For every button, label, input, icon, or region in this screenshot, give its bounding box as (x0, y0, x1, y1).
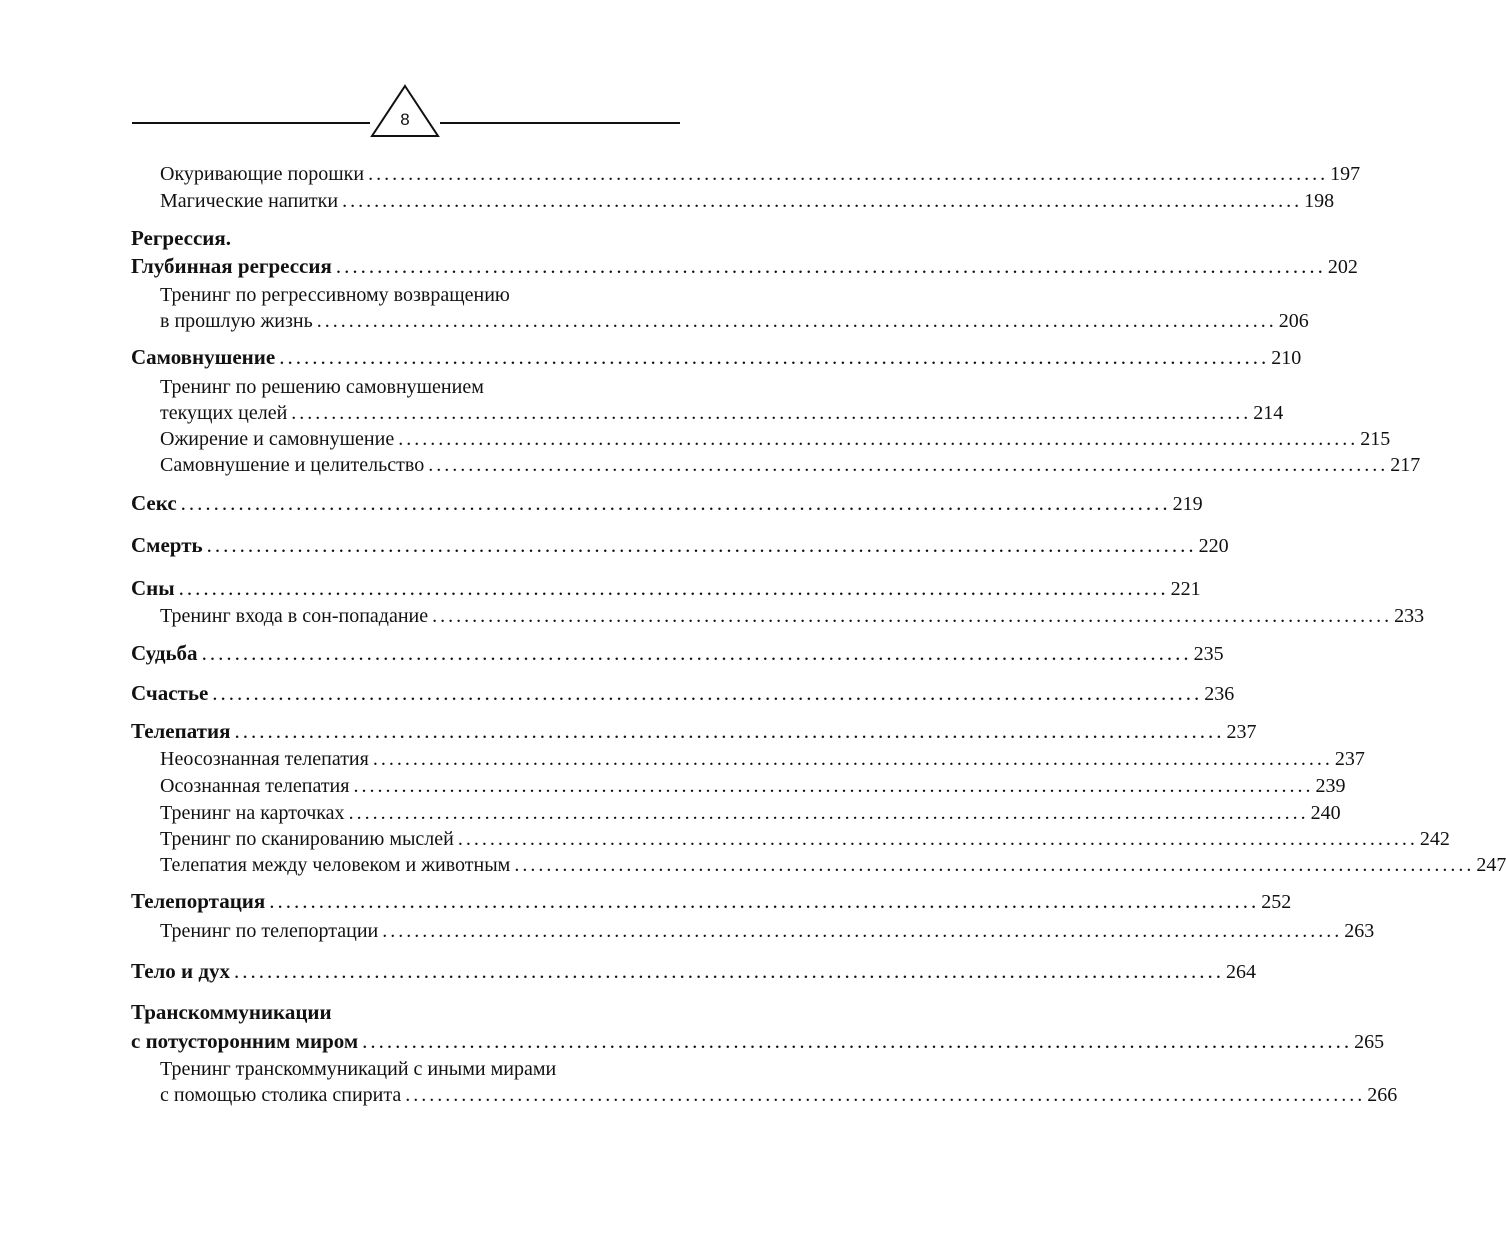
dot-leader: ........................................................................................................................ (335, 254, 1326, 278)
toc-section[interactable] (131, 532, 1229, 559)
toc-section-title: Смерть (131, 533, 203, 557)
dot-leader: ........................................................................................................................ (279, 345, 1270, 369)
toc-section-page: 252 (1261, 891, 1292, 913)
toc-entry-title-line: Тренинг транскоммуникаций с иными мирами (160, 1058, 557, 1080)
toc-section-title: Самовнушение (131, 345, 276, 369)
dot-leader: ........................................................................................................................ (353, 775, 1314, 797)
toc-entry-page: 242 (1419, 828, 1450, 850)
toc-section[interactable] (131, 1028, 1385, 1055)
toc-entry-page: 214 (1253, 402, 1284, 424)
toc-entry[interactable] (160, 918, 1375, 944)
toc-section-title: Телепортация (131, 889, 266, 913)
dot-leader: ........................................................................................................................ (234, 959, 1225, 983)
toc-entry-page: 233 (1394, 605, 1425, 627)
toc-section[interactable] (131, 718, 1257, 745)
page-number: 8 (400, 110, 410, 129)
toc-section-page: 221 (1170, 578, 1201, 600)
toc-section-title: Секс (131, 491, 177, 515)
dot-leader: ........................................................................................................................ (382, 920, 1343, 942)
toc-entry[interactable] (160, 400, 1284, 426)
toc-entry[interactable] (160, 826, 1450, 852)
dot-leader: ........................................................................................................................ (398, 428, 1359, 450)
toc-entry-page: 217 (1390, 454, 1421, 476)
dot-leader: ........................................................................................................................ (269, 889, 1260, 913)
toc-entry-page: 237 (1334, 748, 1365, 770)
toc-section-page: 202 (1327, 256, 1358, 278)
header-rule-right (440, 122, 680, 124)
toc-section-page: 210 (1271, 347, 1302, 369)
dot-leader: ........................................................................................................................ (206, 533, 1197, 557)
toc-section[interactable] (131, 253, 1358, 280)
toc-entry[interactable] (160, 746, 1365, 772)
toc-section-title: Глубинная регрессия (131, 254, 332, 278)
toc-entry-title: Осознанная телепатия (160, 775, 350, 797)
toc-section-page: 236 (1204, 683, 1235, 705)
dot-leader: ........................................................................................................................ (457, 828, 1418, 850)
dot-leader: ........................................................................................................................ (180, 491, 1171, 515)
toc-entry[interactable] (160, 773, 1346, 799)
dot-leader: ........................................................................................................................ (372, 748, 1333, 770)
toc-entry-title: Тренинг на карточках (160, 802, 345, 824)
toc-entry-title: Телепатия между человеком и животным (160, 854, 511, 876)
toc-section[interactable] (131, 490, 1203, 517)
toc-section-page: 237 (1226, 721, 1257, 743)
toc-entry-title: текущих целей (160, 402, 288, 424)
toc-entry-title: Магические напитки (160, 190, 339, 212)
toc-section-page: 265 (1354, 1031, 1385, 1053)
toc-entry-page: 263 (1344, 920, 1375, 942)
dot-leader: ........................................................................................................................ (368, 163, 1329, 185)
dot-leader: ........................................................................................................................ (291, 402, 1252, 424)
toc-entry[interactable] (160, 161, 1361, 187)
toc-entry-title: Самовнушение и целительство (160, 454, 425, 476)
toc-section-page: 235 (1193, 643, 1224, 665)
toc-entry-title: Ожирение и самовнушение (160, 428, 395, 450)
toc-section-title-line: Регрессия. (131, 226, 232, 250)
page-header (0, 0, 768, 160)
toc-entry[interactable] (160, 852, 1506, 878)
toc-entry-page: 198 (1304, 190, 1335, 212)
toc-entry-page: 197 (1330, 163, 1361, 185)
toc-entry[interactable] (160, 426, 1391, 452)
toc-entry-title-line: Тренинг по регрессивному возвращению (160, 284, 510, 306)
toc-entry-page: 247 (1476, 854, 1506, 876)
header-rule-left (132, 122, 370, 124)
toc-entry-title: Тренинг по телепортации (160, 920, 379, 942)
dot-leader: ........................................................................................................................ (432, 605, 1393, 627)
dot-leader: ........................................................................................................................ (234, 719, 1225, 743)
toc-section-title: Тело и дух (131, 959, 231, 983)
toc-entry-title-line: Тренинг по решению самовнушением (160, 376, 484, 398)
dot-leader: ........................................................................................................................ (514, 854, 1475, 876)
dot-leader: ........................................................................................................................ (201, 641, 1192, 665)
toc-section[interactable] (131, 640, 1224, 667)
toc-entry[interactable] (160, 603, 1425, 629)
toc-entry[interactable] (160, 452, 1421, 478)
toc-section-title: Телепатия (131, 719, 231, 743)
toc-entry[interactable] (160, 308, 1309, 334)
toc-section-page: 264 (1226, 961, 1257, 983)
toc-section[interactable] (131, 344, 1302, 371)
toc-entry-page: 266 (1367, 1084, 1398, 1106)
dot-leader: ........................................................................................................................ (405, 1084, 1366, 1106)
dot-leader: ........................................................................................................................ (348, 802, 1309, 824)
toc-entry-title: Неосознанная телепатия (160, 748, 369, 770)
dot-leader: ........................................................................................................................ (212, 681, 1203, 705)
toc-entry-title: Тренинг входа в сон-попадание (160, 605, 429, 627)
toc-entry[interactable] (160, 800, 1341, 826)
toc-section-title: с потусторонним миром (131, 1029, 359, 1053)
toc-section-page: 220 (1198, 535, 1229, 557)
toc-section-title: Сны (131, 576, 175, 600)
toc-section-page: 219 (1172, 493, 1203, 515)
dot-leader: ........................................................................................................................ (362, 1029, 1353, 1053)
toc-entry-title: в прошлую жизнь (160, 310, 313, 332)
dot-leader: ........................................................................................................................ (178, 576, 1169, 600)
toc-section-title: Судьба (131, 641, 198, 665)
toc-entry-page: 206 (1278, 310, 1309, 332)
toc-entry-title: Тренинг по сканированию мыслей (160, 828, 454, 850)
toc-entry-page: 239 (1315, 775, 1346, 797)
toc-section-title-line: Транскоммуникации (131, 1000, 332, 1024)
dot-leader: ........................................................................................................................ (342, 190, 1303, 212)
toc-section[interactable] (131, 680, 1235, 707)
toc-section[interactable] (131, 888, 1292, 915)
toc-entry[interactable] (160, 188, 1335, 214)
dot-leader: ........................................................................................................................ (428, 454, 1389, 476)
toc-section-title: Счастье (131, 681, 209, 705)
toc-entry-title: Окуривающие порошки (160, 163, 365, 185)
toc-entry-page: 215 (1360, 428, 1391, 450)
dot-leader: ........................................................................................................................ (316, 310, 1277, 332)
toc-section[interactable] (131, 958, 1257, 985)
toc-section[interactable] (131, 575, 1201, 602)
toc-entry-title: с помощью столика спирита (160, 1084, 402, 1106)
toc-entry-page: 240 (1310, 802, 1341, 824)
toc-entry[interactable] (160, 1082, 1398, 1108)
